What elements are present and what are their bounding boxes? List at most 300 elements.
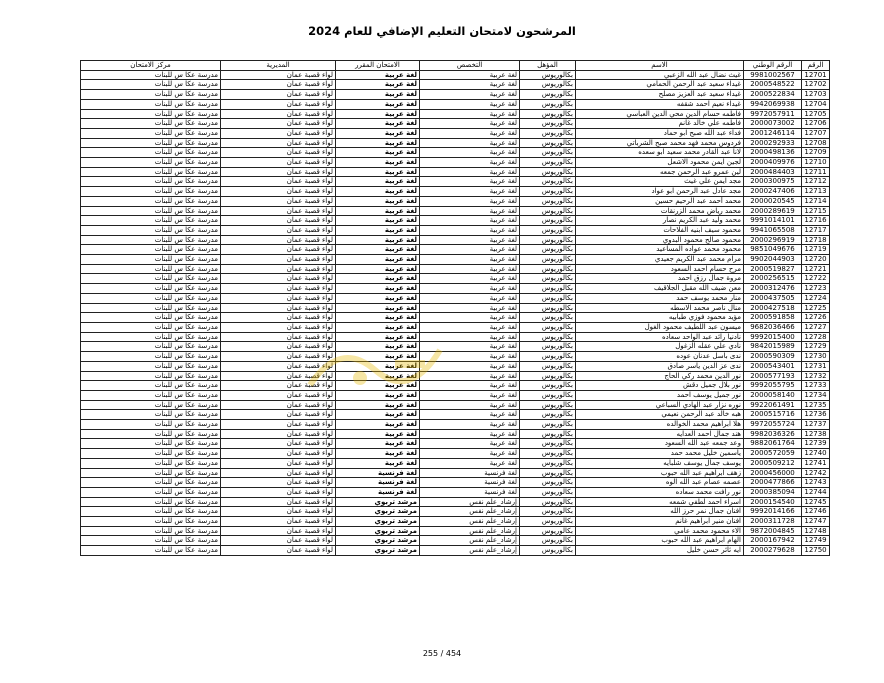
row-specialization: لغة عربية [420, 410, 520, 420]
row-name: نور رافت محمد سعاده [576, 487, 744, 497]
row-name: ايه ثائر حسن خليل [576, 546, 744, 556]
row-directorate: لواء قصبة عمان [221, 410, 336, 420]
row-national-id: 2000519827 [744, 264, 802, 274]
table-row [81, 225, 830, 235]
row-qualification: بكالوريوس [520, 313, 576, 323]
row-exam-center: مدرسة عكا س للبنات [81, 458, 221, 468]
row-national-id: 2000385094 [744, 487, 802, 497]
header-name: الاسم [576, 61, 744, 71]
row-qualification: بكالوريوس [520, 381, 576, 391]
row-exam-center: مدرسة عكا س للبنات [81, 90, 221, 100]
header-num: الرقم [802, 61, 830, 71]
row-exam: لغة عربية [336, 410, 420, 420]
row-qualification: بكالوريوس [520, 70, 576, 80]
row-name: نوره نزار عبد الهادي السباعي [576, 400, 744, 410]
row-exam: لغة عربية [336, 352, 420, 362]
table-row [81, 80, 830, 90]
row-exam: لغة عربية [336, 109, 420, 119]
row-exam-center: مدرسة عكا س للبنات [81, 245, 221, 255]
row-qualification: بكالوريوس [520, 284, 576, 294]
row-exam: لغة عربية [336, 158, 420, 168]
row-name: مجد ايمن علي غيث [576, 177, 744, 187]
row-num: 12710 [802, 158, 830, 168]
row-qualification: بكالوريوس [520, 303, 576, 313]
table-row [81, 293, 830, 303]
row-national-id: 9882061764 [744, 439, 802, 449]
table-row [81, 128, 830, 138]
row-directorate: لواء قصبة عمان [221, 487, 336, 497]
row-exam-center: مدرسة عكا س للبنات [81, 284, 221, 294]
row-name: مرام محمد عبد الكريم جعيدي [576, 255, 744, 265]
row-qualification: بكالوريوس [520, 468, 576, 478]
row-directorate: لواء قصبة عمان [221, 128, 336, 138]
row-exam: لغة عربية [336, 255, 420, 265]
row-name: مؤيد محمود فوزي طبابيه [576, 313, 744, 323]
row-qualification: بكالوريوس [520, 138, 576, 148]
table-row [81, 284, 830, 294]
row-directorate: لواء قصبة عمان [221, 148, 336, 158]
row-national-id: 9972057911 [744, 109, 802, 119]
row-specialization: لغة عربية [420, 90, 520, 100]
table-row [81, 99, 830, 109]
row-qualification: بكالوريوس [520, 80, 576, 90]
row-directorate: لواء قصبة عمان [221, 216, 336, 226]
row-national-id: 2000409976 [744, 158, 802, 168]
row-name: محمد رياض محمد الزرنقات [576, 206, 744, 216]
row-exam-center: مدرسة عكا س للبنات [81, 167, 221, 177]
row-name: عصمه عصام عبد الله الوه [576, 478, 744, 488]
row-national-id: 2000427518 [744, 303, 802, 313]
row-qualification: بكالوريوس [520, 371, 576, 381]
row-specialization: لغة عربية [420, 381, 520, 391]
row-qualification: بكالوريوس [520, 322, 576, 332]
row-exam-center: مدرسة عكا س للبنات [81, 342, 221, 352]
header-exam: الامتحان المقرر [336, 61, 420, 71]
row-national-id: 2000456000 [744, 468, 802, 478]
row-qualification: بكالوريوس [520, 90, 576, 100]
table-row [81, 468, 830, 478]
row-qualification: بكالوريوس [520, 245, 576, 255]
row-qualification: بكالوريوس [520, 487, 576, 497]
row-qualification: بكالوريوس [520, 332, 576, 342]
row-num: 12740 [802, 449, 830, 459]
row-national-id: 9922061491 [744, 400, 802, 410]
row-exam: لغة عربية [336, 196, 420, 206]
row-national-id: 2000548522 [744, 80, 802, 90]
row-national-id: 9991014101 [744, 216, 802, 226]
row-national-id: 2000279628 [744, 546, 802, 556]
row-specialization: إرشاد_علم نفس [420, 497, 520, 507]
row-exam-center: مدرسة عكا س للبنات [81, 478, 221, 488]
row-directorate: لواء قصبة عمان [221, 245, 336, 255]
row-directorate: لواء قصبة عمان [221, 206, 336, 216]
row-exam: لغة عربية [336, 332, 420, 342]
row-directorate: لواء قصبة عمان [221, 90, 336, 100]
row-qualification: بكالوريوس [520, 158, 576, 168]
row-qualification: بكالوريوس [520, 167, 576, 177]
row-national-id: 2000167942 [744, 536, 802, 546]
table-row [81, 119, 830, 129]
row-qualification: بكالوريوس [520, 449, 576, 459]
row-exam-center: مدرسة عكا س للبنات [81, 187, 221, 197]
row-directorate: لواء قصبة عمان [221, 196, 336, 206]
row-directorate: لواء قصبة عمان [221, 468, 336, 478]
table-row [81, 109, 830, 119]
row-exam: لغة عربية [336, 216, 420, 226]
table-row [81, 167, 830, 177]
row-num: 12735 [802, 400, 830, 410]
row-name: غيداء نعيم احمد شقفه [576, 99, 744, 109]
row-national-id: 2000437505 [744, 293, 802, 303]
row-national-id: 9842015989 [744, 342, 802, 352]
row-qualification: بكالوريوس [520, 128, 576, 138]
row-qualification: بكالوريوس [520, 429, 576, 439]
row-national-id: 2000154540 [744, 497, 802, 507]
table-row [81, 487, 830, 497]
row-exam: لغة عربية [336, 284, 420, 294]
row-national-id: 2000256515 [744, 274, 802, 284]
row-directorate: لواء قصبة عمان [221, 313, 336, 323]
header-specialization: التخصص [420, 61, 520, 71]
row-name: غيداء سعيد عبد الرحمن الحمامي [576, 80, 744, 90]
row-exam: لغة عربية [336, 167, 420, 177]
row-directorate: لواء قصبة عمان [221, 284, 336, 294]
row-national-id: 2000296919 [744, 235, 802, 245]
row-num: 12723 [802, 284, 830, 294]
row-exam-center: مدرسة عكا س للبنات [81, 119, 221, 129]
row-qualification: بكالوريوس [520, 400, 576, 410]
row-specialization: لغة عربية [420, 303, 520, 313]
row-national-id: 2000498136 [744, 148, 802, 158]
row-national-id: 9902044903 [744, 255, 802, 265]
page-number: 255 / 454 [422, 649, 462, 658]
row-qualification: بكالوريوس [520, 478, 576, 488]
header-qualification: المؤهل [520, 61, 576, 71]
row-specialization: لغة عربية [420, 70, 520, 80]
row-name: نادنيا رائد عبد الواحد سعاده [576, 332, 744, 342]
row-directorate: لواء قصبة عمان [221, 439, 336, 449]
row-num: 12711 [802, 167, 830, 177]
row-qualification: بكالوريوس [520, 342, 576, 352]
row-exam-center: مدرسة عكا س للبنات [81, 517, 221, 527]
row-num: 12729 [802, 342, 830, 352]
row-specialization: لغة عربية [420, 245, 520, 255]
row-exam: لغة فرنسية [336, 487, 420, 497]
table-row [81, 138, 830, 148]
row-national-id: 2000289619 [744, 206, 802, 216]
row-directorate: لواء قصبة عمان [221, 235, 336, 245]
row-name: افنان جمال نمر حرز الله [576, 507, 744, 517]
row-specialization: لغة فرنسية [420, 487, 520, 497]
row-exam: لغة فرنسية [336, 468, 420, 478]
row-num: 12736 [802, 410, 830, 420]
table-row [81, 322, 830, 332]
row-exam: لغة عربية [336, 80, 420, 90]
row-name: غيث نضال عبد الله الزعبي [576, 70, 744, 80]
row-name: نور الدين محمد ركي الحاج [576, 371, 744, 381]
row-directorate: لواء قصبة عمان [221, 517, 336, 527]
row-directorate: لواء قصبة عمان [221, 303, 336, 313]
row-specialization: لغة عربية [420, 206, 520, 216]
row-directorate: لواء قصبة عمان [221, 507, 336, 517]
row-national-id: 9872004845 [744, 526, 802, 536]
row-national-id: 9851049676 [744, 245, 802, 255]
row-num: 12745 [802, 497, 830, 507]
table-row [81, 478, 830, 488]
row-name: مرح حسام احمد السعود [576, 264, 744, 274]
row-directorate: لواء قصبة عمان [221, 255, 336, 265]
row-exam: مرشد تربوي [336, 507, 420, 517]
row-num: 12703 [802, 90, 830, 100]
row-directorate: لواء قصبة عمان [221, 99, 336, 109]
row-directorate: لواء قصبة عمان [221, 400, 336, 410]
row-exam-center: مدرسة عكا س للبنات [81, 332, 221, 342]
row-num: 12719 [802, 245, 830, 255]
row-exam-center: مدرسة عكا س للبنات [81, 274, 221, 284]
row-national-id: 9682036466 [744, 322, 802, 332]
row-num: 12722 [802, 274, 830, 284]
row-num: 12704 [802, 99, 830, 109]
row-directorate: لواء قصبة عمان [221, 70, 336, 80]
row-num: 12746 [802, 507, 830, 517]
row-exam: مرشد تربوي [336, 526, 420, 536]
row-num: 12713 [802, 187, 830, 197]
table-row [81, 216, 830, 226]
row-exam: لغة عربية [336, 322, 420, 332]
table-row [81, 458, 830, 468]
row-exam: لغة عربية [336, 225, 420, 235]
row-national-id: 2000509212 [744, 458, 802, 468]
row-national-id: 2000477866 [744, 478, 802, 488]
row-directorate: لواء قصبة عمان [221, 526, 336, 536]
row-qualification: بكالوريوس [520, 255, 576, 265]
row-national-id: 9972055724 [744, 420, 802, 430]
row-qualification: بكالوريوس [520, 497, 576, 507]
row-exam-center: مدرسة عكا س للبنات [81, 322, 221, 332]
row-qualification: بكالوريوس [520, 526, 576, 536]
row-exam: لغة عربية [336, 128, 420, 138]
row-directorate: لواء قصبة عمان [221, 458, 336, 468]
row-name: معن ضيف الله مقبل الجلاقيف [576, 284, 744, 294]
row-exam-center: مدرسة عكا س للبنات [81, 381, 221, 391]
row-num: 12750 [802, 546, 830, 556]
row-specialization: لغة عربية [420, 255, 520, 265]
table-row [81, 546, 830, 556]
row-specialization: لغة عربية [420, 361, 520, 371]
row-qualification: بكالوريوس [520, 99, 576, 109]
table-row [81, 371, 830, 381]
row-exam: لغة عربية [336, 303, 420, 313]
row-name: هبه خالد عبد الرحمن نعيمي [576, 410, 744, 420]
row-exam-center: مدرسة عكا س للبنات [81, 293, 221, 303]
table-row [81, 517, 830, 527]
row-num: 12701 [802, 70, 830, 80]
row-directorate: لواء قصبة عمان [221, 390, 336, 400]
row-qualification: بكالوريوس [520, 109, 576, 119]
row-specialization: لغة عربية [420, 187, 520, 197]
row-exam-center: مدرسة عكا س للبنات [81, 390, 221, 400]
row-num: 12728 [802, 332, 830, 342]
row-num: 12748 [802, 526, 830, 536]
row-num: 12741 [802, 458, 830, 468]
row-name: وعد جمعه عبد الله السعود [576, 439, 744, 449]
header-exam-center: مركز الامتحان [81, 61, 221, 71]
row-national-id: 2000591858 [744, 313, 802, 323]
row-num: 12744 [802, 487, 830, 497]
row-num: 12715 [802, 206, 830, 216]
row-directorate: لواء قصبة عمان [221, 546, 336, 556]
row-name: نادي علي عقله الزغول [576, 342, 744, 352]
table-header-row [81, 61, 830, 71]
row-num: 12734 [802, 390, 830, 400]
row-directorate: لواء قصبة عمان [221, 225, 336, 235]
row-exam-center: مدرسة عكا س للبنات [81, 148, 221, 158]
row-exam: لغة عربية [336, 439, 420, 449]
row-name: الاء محمود محمد عامي [576, 526, 744, 536]
row-name: منار محمد يوسف حمد [576, 293, 744, 303]
row-name: ياسمين خليل محمد حمد [576, 449, 744, 459]
row-num: 12737 [802, 420, 830, 430]
row-directorate: لواء قصبة عمان [221, 361, 336, 371]
row-national-id: 2000590309 [744, 352, 802, 362]
table-row [81, 507, 830, 517]
row-directorate: لواء قصبة عمان [221, 420, 336, 430]
header-directorate: المديرية [221, 61, 336, 71]
row-qualification: بكالوريوس [520, 148, 576, 158]
row-num: 12749 [802, 536, 830, 546]
row-specialization: لغة عربية [420, 449, 520, 459]
row-specialization: لغة عربية [420, 352, 520, 362]
row-national-id: 2000020545 [744, 196, 802, 206]
row-exam: لغة عربية [336, 293, 420, 303]
row-exam: لغة عربية [336, 458, 420, 468]
row-qualification: بكالوريوس [520, 235, 576, 245]
row-exam-center: مدرسة عكا س للبنات [81, 177, 221, 187]
row-qualification: بكالوريوس [520, 410, 576, 420]
row-num: 12717 [802, 225, 830, 235]
row-specialization: لغة عربية [420, 216, 520, 226]
row-qualification: بكالوريوس [520, 517, 576, 527]
row-exam: لغة عربية [336, 245, 420, 255]
row-specialization: لغة عربية [420, 420, 520, 430]
row-exam: لغة عربية [336, 381, 420, 391]
row-directorate: لواء قصبة عمان [221, 274, 336, 284]
row-name: ميسون عبد اللطيف محمود الغول [576, 322, 744, 332]
row-num: 12718 [802, 235, 830, 245]
row-num: 12739 [802, 439, 830, 449]
row-exam: لغة عربية [336, 390, 420, 400]
table-row [81, 255, 830, 265]
row-specialization: لغة عربية [420, 458, 520, 468]
row-directorate: لواء قصبة عمان [221, 536, 336, 546]
row-exam: لغة عربية [336, 264, 420, 274]
row-exam: مرشد تربوي [336, 517, 420, 527]
row-specialization: لغة عربية [420, 99, 520, 109]
table-row [81, 187, 830, 197]
row-specialization: لغة عربية [420, 371, 520, 381]
row-specialization: لغة عربية [420, 342, 520, 352]
row-directorate: لواء قصبة عمان [221, 381, 336, 391]
row-national-id: 9982036326 [744, 429, 802, 439]
row-national-id: 2000300975 [744, 177, 802, 187]
row-exam-center: مدرسة عكا س للبنات [81, 206, 221, 216]
row-num: 12716 [802, 216, 830, 226]
table-row [81, 536, 830, 546]
row-exam-center: مدرسة عكا س للبنات [81, 216, 221, 226]
row-national-id: 2000572059 [744, 449, 802, 459]
row-specialization: لغة عربية [420, 158, 520, 168]
row-national-id: 2000543401 [744, 361, 802, 371]
row-qualification: بكالوريوس [520, 293, 576, 303]
row-qualification: بكالوريوس [520, 196, 576, 206]
row-specialization: لغة فرنسية [420, 468, 520, 478]
row-national-id: 2000247406 [744, 187, 802, 197]
row-national-id: 9941065508 [744, 225, 802, 235]
table-row [81, 274, 830, 284]
header-national-id: الرقم الوطني [744, 61, 802, 71]
table-row [81, 235, 830, 245]
row-exam: لغة عربية [336, 400, 420, 410]
table-row [81, 420, 830, 430]
row-name: افنان منير ابراهيم غانم [576, 517, 744, 527]
row-directorate: لواء قصبة عمان [221, 167, 336, 177]
row-national-id: 9992014166 [744, 507, 802, 517]
row-name: هند جمال احمد العدايه [576, 429, 744, 439]
row-specialization: لغة عربية [420, 390, 520, 400]
row-specialization: لغة عربية [420, 293, 520, 303]
row-exam-center: مدرسة عكا س للبنات [81, 352, 221, 362]
table-row [81, 497, 830, 507]
row-num: 12702 [802, 80, 830, 90]
table-row [81, 70, 830, 80]
row-qualification: بكالوريوس [520, 361, 576, 371]
row-num: 12743 [802, 478, 830, 488]
row-qualification: بكالوريوس [520, 264, 576, 274]
row-exam: مرشد تربوي [336, 497, 420, 507]
row-exam-center: مدرسة عكا س للبنات [81, 235, 221, 245]
row-directorate: لواء قصبة عمان [221, 264, 336, 274]
row-national-id: 9992015400 [744, 332, 802, 342]
row-name: زهف ابراهيم عبد الله حبوب [576, 468, 744, 478]
row-exam-center: مدرسة عكا س للبنات [81, 225, 221, 235]
row-national-id: 9992055795 [744, 381, 802, 391]
row-name: محمود محمد عواده المساعيد [576, 245, 744, 255]
table-row [81, 410, 830, 420]
candidates-table [80, 60, 830, 556]
table-row [81, 90, 830, 100]
row-exam-center: مدرسة عكا س للبنات [81, 420, 221, 430]
row-exam: لغة عربية [336, 313, 420, 323]
row-exam-center: مدرسة عكا س للبنات [81, 439, 221, 449]
row-name: الهام ابراهيم عبد الله حبوب [576, 536, 744, 546]
row-specialization: لغة عربية [420, 225, 520, 235]
table-row [81, 264, 830, 274]
table-row [81, 400, 830, 410]
table-row [81, 526, 830, 536]
row-name: غيداء سعيد عبد العزيز مصلح [576, 90, 744, 100]
row-specialization: لغة عربية [420, 400, 520, 410]
row-exam: لغة عربية [336, 138, 420, 148]
row-name: محمود صالح محمود البدوي [576, 235, 744, 245]
row-name: محمد وليد عبد الكريم نصار [576, 216, 744, 226]
table-row [81, 449, 830, 459]
table-row [81, 381, 830, 391]
row-directorate: لواء قصبة عمان [221, 497, 336, 507]
row-specialization: لغة عربية [420, 313, 520, 323]
row-qualification: بكالوريوس [520, 187, 576, 197]
row-exam-center: مدرسة عكا س للبنات [81, 99, 221, 109]
row-specialization: لغة عربية [420, 167, 520, 177]
